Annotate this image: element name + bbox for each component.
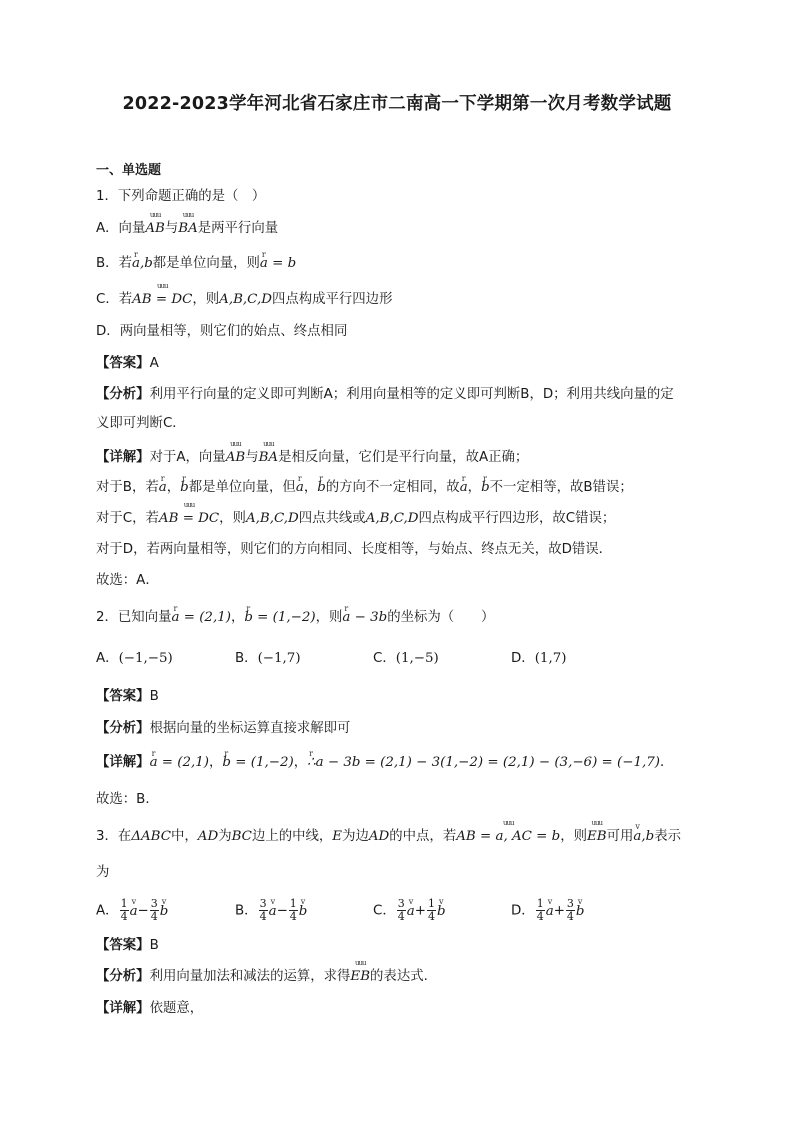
q1-analysis-cont: 义即可判断C．: [96, 416, 186, 431]
q1-option-c: C．若uuu AB = DC，则A,B,C,D四点构成平行四边形: [96, 291, 392, 309]
q3-stem: 3．在ΔABC中，AD为BC边上的中线，E为边AD的中点，若uuu AB = a, AC = b，则uuu EB可用v a,b表示: [96, 828, 681, 846]
q3-stem-cont: 为: [96, 865, 110, 880]
q1-option-b: B．若r a,b都是单位向量，则r a = b: [96, 255, 296, 273]
q2-option-c: C．(1,−5): [373, 651, 439, 666]
q1-choice: 故选：A．: [96, 573, 159, 588]
section-heading: 一、单选题: [96, 163, 162, 178]
q2-option-a: A．(−1,−5): [96, 651, 173, 666]
q1-detail-a: 【详解】对于A，向量uuu AB与uuu BA是相反向量，它们是平行向量，故A正确；: [96, 449, 528, 467]
vector-ba: uuu BA: [178, 220, 198, 238]
q1-option-d: D．两向量相等，则它们的始点、终点相同: [96, 324, 348, 339]
q2-detail: 【详解】r a = (2,1)，r b = (1,−2)，r ∴a − 3b = (2,1) − 3(1,−2) = (2,1) − (3,−6) = (−1,7)．: [96, 754, 673, 772]
q2-option-d: D．(1,7): [511, 651, 567, 666]
q1-analysis: 【分析】利用平行向量的定义即可判断A；利用向量相等的定义即可判断B，D；利用共线向量的定: [96, 387, 674, 402]
q1-answer: 【答案】A: [96, 356, 159, 371]
q3-option-d: D． $\frac{1}{4}$ v a+ $\frac{3}{4}$ v b: [511, 898, 585, 923]
q3-option-c: C． $\frac{3}{4}$ v a+ $\frac{1}{4}$ v b: [373, 898, 446, 923]
page-title: 2022-2023学年河北省石家庄市二南高一下学期第一次月考数学试题: [122, 94, 672, 114]
q2-stem: 2．已知向量r a = (2,1)，r b = (1,−2)，则r a − 3b的坐标为（ ）: [96, 609, 494, 627]
q1-stem: 1．下列命题正确的是（ ）: [96, 189, 266, 204]
q3-option-a: A． $\frac{1}{4}$ v a− $\frac{3}{4}$ v b: [96, 898, 168, 923]
vector-ab: uuu AB: [145, 220, 165, 238]
q2-answer: 【答案】B: [96, 689, 159, 704]
q3-answer: 【答案】B: [96, 938, 159, 953]
q2-option-b: B．(−1,7): [235, 651, 301, 666]
q2-choice: 故选：B．: [96, 792, 159, 807]
q1-detail-b: 对于B，若r a，r b都是单位向量，但r a，r b的方向不一定相同，故r a，r b不一定相等，故B错误；: [96, 479, 633, 497]
q1-detail-d: 对于D，若两向量相等，则它们的方向相同、长度相等，与始点、终点无关，故D错误．: [96, 542, 613, 557]
q3-option-b: B． $\frac{3}{4}$ v a− $\frac{1}{4}$ v b: [235, 898, 307, 923]
q2-analysis: 【分析】根据向量的坐标运算直接求解即可: [96, 721, 351, 736]
q1-option-a: A．向量uuu AB与uuu BA是两平行向量: [96, 220, 278, 238]
q3-analysis: 【分析】利用向量加法和减法的运算，求得uuu EB的表达式.: [96, 968, 428, 986]
q3-detail: 【详解】依题意，: [96, 1001, 204, 1016]
q1-detail-c: 对于C，若uuu AB = DC，则A,B,C,D四点共线或A,B,C,D四点构成平行四边形，故C错误；: [96, 510, 615, 528]
